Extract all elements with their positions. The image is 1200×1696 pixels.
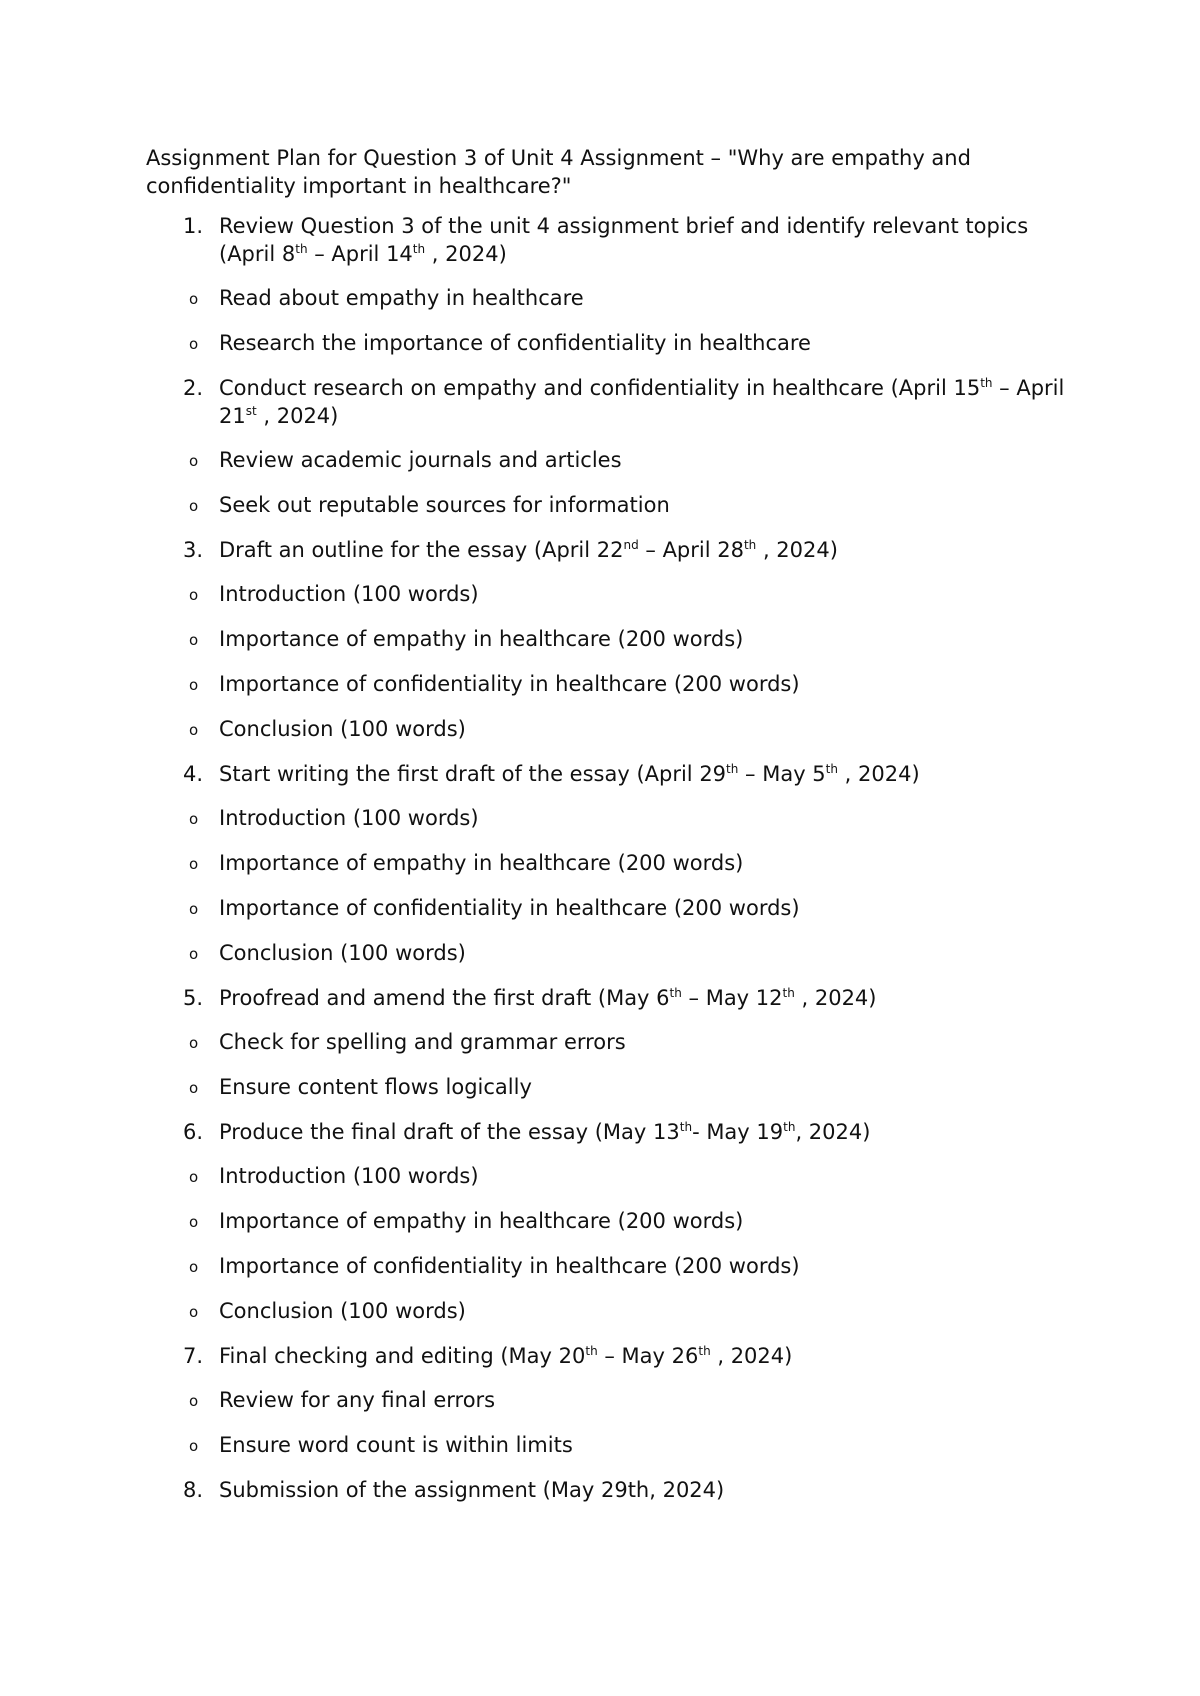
subtask-item [146, 1431, 1076, 1459]
task-list [146, 212, 1076, 1504]
task-text-part: , 2024) [795, 1120, 871, 1144]
subtask-item [146, 625, 1076, 653]
subtask-item [146, 715, 1076, 743]
circle-bullet-icon: o [189, 1213, 199, 1231]
subtask-text: Importance of confidentiality in healthcare (200 words) [219, 896, 800, 920]
task-number: 2. [183, 376, 204, 400]
subtask-item [146, 446, 1076, 474]
date-ordinal-suffix: th [585, 1344, 598, 1358]
task-item [146, 212, 1076, 268]
date-ordinal-suffix: th [743, 538, 757, 552]
circle-bullet-icon: o [189, 290, 199, 308]
circle-bullet-icon: o [189, 1258, 199, 1276]
subtask-item [146, 804, 1076, 832]
task-text-part: , 2024) [425, 242, 507, 266]
circle-bullet-icon: o [189, 900, 199, 918]
subtask-text: Importance of empathy in healthcare (200 words) [219, 627, 744, 651]
circle-bullet-icon: o [189, 335, 199, 353]
task-text-part: – May 12 [681, 986, 783, 1010]
task-item [146, 1118, 1076, 1146]
task-text [219, 762, 920, 786]
circle-bullet-icon: o [189, 452, 199, 470]
date-ordinal-suffix: nd [623, 538, 639, 552]
subtask-item [146, 1073, 1076, 1101]
circle-bullet-icon: o [189, 1034, 199, 1052]
date-ordinal-suffix: th [679, 1120, 693, 1134]
subtask-text: Importance of empathy in healthcare (200 words) [219, 851, 744, 875]
subtask-text: Check for spelling and grammar errors [219, 1030, 626, 1054]
subtask-item [146, 1297, 1076, 1325]
task-item [146, 536, 1076, 564]
task-text-part: , 2024) [756, 538, 838, 562]
task-text-part: - May 19 [692, 1120, 784, 1144]
task-item [146, 1476, 1076, 1504]
subtask-text: Conclusion (100 words) [219, 941, 466, 965]
circle-bullet-icon: o [189, 1437, 199, 1455]
task-number: 8. [183, 1478, 204, 1502]
document-content [146, 144, 1076, 1520]
date-ordinal-suffix: th [726, 762, 739, 776]
task-text [219, 1478, 724, 1502]
circle-bullet-icon: o [189, 586, 199, 604]
subtask-text: Introduction (100 words) [219, 1164, 479, 1188]
task-item [146, 984, 1076, 1012]
task-text-part: – May 5 [738, 762, 826, 786]
circle-bullet-icon: o [189, 855, 199, 873]
subtask-item [146, 939, 1076, 967]
subtask-item [146, 284, 1076, 312]
subtask-text: Ensure content flows logically [219, 1075, 532, 1099]
subtask-text: Research the importance of confidentiality in healthcare [219, 331, 811, 355]
task-text [219, 376, 1064, 428]
task-text-part: – April 14 [307, 242, 413, 266]
task-number: 5. [183, 986, 204, 1010]
subtask-item [146, 491, 1076, 519]
subtask-list [146, 284, 1076, 357]
task-text-part: – April 21 [219, 376, 1065, 428]
task-item [146, 374, 1076, 430]
document-title [146, 144, 1076, 200]
circle-bullet-icon: o [189, 1168, 199, 1186]
subtask-item [146, 849, 1076, 877]
task-item [146, 760, 1076, 788]
title-line-1: Assignment Plan for Question 3 of Unit 4 Assignment – "Why are empathy and [146, 146, 971, 170]
date-ordinal-suffix: th [669, 986, 682, 1000]
task-text-part: Final checking and editing (May 20 [219, 1344, 586, 1368]
task-text [219, 214, 1028, 266]
task-number: 1. [183, 214, 204, 238]
subtask-list [146, 1028, 1076, 1101]
date-ordinal-suffix: th [295, 242, 308, 256]
title-line-2: confidentiality important in healthcare?" [146, 174, 572, 198]
task-text-part: , 2024) [710, 1344, 793, 1368]
subtask-text: Introduction (100 words) [219, 806, 479, 830]
task-text [219, 538, 838, 562]
subtask-text: Seek out reputable sources for information [219, 493, 670, 517]
circle-bullet-icon: o [189, 631, 199, 649]
task-number: 3. [183, 538, 204, 562]
task-text-part: , 2024) [794, 986, 877, 1010]
task-text-part: Review Question 3 of the unit 4 assignment brief and identify relevant topics (April 8 [219, 214, 1029, 266]
task-text [219, 1344, 792, 1368]
task-text-part: Submission of the assignment (May 29th, 2024) [219, 1478, 725, 1502]
subtask-item [146, 1252, 1076, 1280]
circle-bullet-icon: o [189, 1079, 199, 1097]
date-ordinal-suffix: th [782, 986, 795, 1000]
subtask-list [146, 1386, 1076, 1459]
subtask-text: Ensure word count is within limits [219, 1433, 573, 1457]
subtask-item [146, 1162, 1076, 1190]
subtask-text: Introduction (100 words) [219, 582, 479, 606]
subtask-item [146, 1207, 1076, 1235]
subtask-text: Read about empathy in healthcare [219, 286, 584, 310]
subtask-list [146, 804, 1076, 967]
circle-bullet-icon: o [189, 676, 199, 694]
circle-bullet-icon: o [189, 1303, 199, 1321]
task-text-part: Proofread and amend the first draft (May 6 [219, 986, 670, 1010]
task-text [219, 986, 877, 1010]
subtask-list [146, 446, 1076, 519]
subtask-text: Importance of confidentiality in healthcare (200 words) [219, 672, 800, 696]
subtask-text: Conclusion (100 words) [219, 717, 466, 741]
subtask-text: Review for any final errors [219, 1388, 496, 1412]
date-ordinal-suffix: th [783, 1120, 796, 1134]
task-text-part: Produce the final draft of the essay (May 13 [219, 1120, 680, 1144]
task-text-part: Start writing the first draft of the essay (April 29 [219, 762, 727, 786]
date-ordinal-suffix: th [698, 1344, 711, 1358]
task-number: 6. [183, 1120, 204, 1144]
circle-bullet-icon: o [189, 945, 199, 963]
task-text-part: Conduct research on empathy and confidentiality in healthcare (April 15 [219, 376, 981, 400]
subtask-text: Review academic journals and articles [219, 448, 622, 472]
task-text-part: , 2024) [256, 404, 339, 428]
subtask-item [146, 894, 1076, 922]
subtask-item [146, 1386, 1076, 1414]
subtask-text: Importance of empathy in healthcare (200 words) [219, 1209, 744, 1233]
task-text-part: Draft an outline for the essay (April 22 [219, 538, 624, 562]
date-ordinal-suffix: th [412, 242, 426, 256]
task-text-part: – May 26 [597, 1344, 699, 1368]
date-ordinal-suffix: st [245, 404, 257, 418]
circle-bullet-icon: o [189, 497, 199, 515]
task-text [219, 1120, 870, 1144]
subtask-item [146, 580, 1076, 608]
date-ordinal-suffix: th [980, 376, 993, 390]
subtask-list [146, 1162, 1076, 1325]
circle-bullet-icon: o [189, 721, 199, 739]
subtask-item [146, 329, 1076, 357]
task-number: 4. [183, 762, 204, 786]
task-text-part: , 2024) [837, 762, 920, 786]
subtask-text: Conclusion (100 words) [219, 1299, 466, 1323]
subtask-item [146, 1028, 1076, 1056]
task-number: 7. [183, 1344, 204, 1368]
subtask-item [146, 670, 1076, 698]
subtask-list [146, 580, 1076, 743]
task-item [146, 1342, 1076, 1370]
circle-bullet-icon: o [189, 810, 199, 828]
subtask-text: Importance of confidentiality in healthcare (200 words) [219, 1254, 800, 1278]
task-text-part: – April 28 [638, 538, 744, 562]
date-ordinal-suffix: th [825, 762, 838, 776]
circle-bullet-icon: o [189, 1392, 199, 1410]
